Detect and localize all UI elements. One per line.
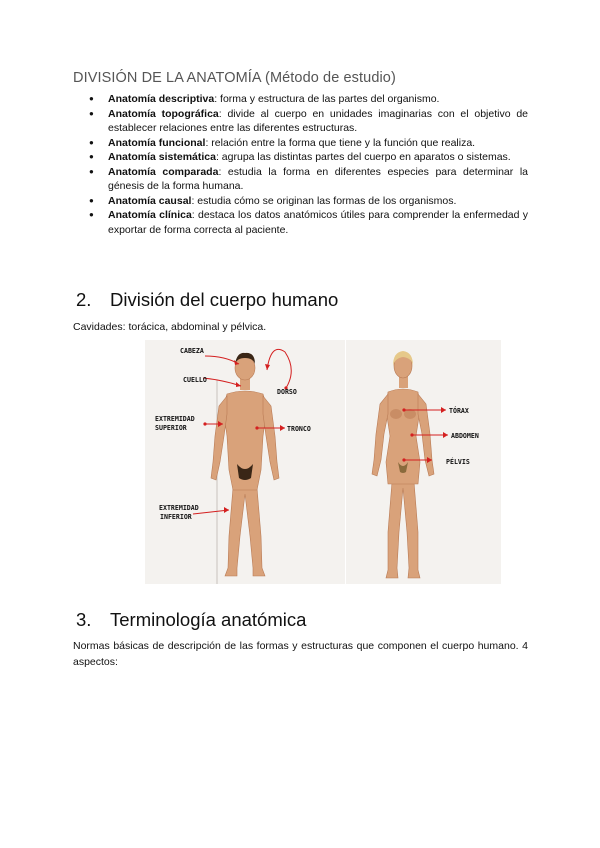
section-title-anatomy-division: DIVISIÓN DE LA ANATOMÍA (Método de estudio)	[73, 70, 396, 86]
list-item	[73, 150, 528, 165]
female-body-figure	[346, 340, 501, 584]
terminology-text: Normas básicas de descripción de las formas y estructuras que componen el cuerpo humano. 4 aspectos:	[73, 640, 528, 668]
label-torax: TÓRAX	[449, 407, 469, 415]
list-item	[73, 92, 528, 107]
heading-section-3	[73, 609, 306, 631]
label-pelvis: PÉLVIS	[446, 458, 470, 466]
list-item-term: Anatomía descriptiva	[108, 93, 215, 105]
list-item-term: Anatomía causal	[108, 194, 192, 207]
heading-number: 2.	[76, 289, 92, 310]
male-body-figure	[145, 340, 345, 584]
label-cuello: CUELLO	[183, 376, 207, 384]
list-item-text: : forma y estructura de las partes del organismo.	[214, 93, 440, 105]
label-extremidad-superior-1: EXTREMIDAD	[155, 415, 195, 423]
heading-text: División del cuerpo humano	[110, 289, 339, 310]
label-abdomen: ABDOMEN	[451, 432, 479, 440]
list-item-text: : relación entre la forma que tiene y la función que realiza.	[205, 136, 476, 149]
label-extremidad-inferior-1: EXTREMIDAD	[159, 504, 199, 512]
list-item	[73, 208, 528, 237]
list-item-text: : destaca los datos anatómicos útiles para comprender la enfermedad y exportar de forma correcta al paciente.	[108, 209, 528, 236]
label-dorso: DORSO	[277, 388, 297, 396]
heading-section-2	[73, 289, 338, 311]
list-item	[73, 136, 528, 151]
heading-number: 3.	[76, 609, 92, 630]
label-cabeza: CABEZA	[180, 347, 204, 355]
list-item	[73, 107, 528, 136]
anatomy-types-list	[73, 92, 528, 237]
list-item-text: : estudia cómo se originan las formas de los organismos.	[191, 194, 457, 207]
list-item-term: Anatomía topográfica	[108, 107, 219, 120]
list-item-term: Anatomía clínica	[108, 209, 192, 221]
list-item-text: : divide al cuerpo en unidades imaginarias con el objetivo de establecer relaciones entre las diferentes estructuras.	[108, 107, 528, 134]
heading-text: Terminología anatómica	[110, 609, 307, 630]
label-tronco: TRONCO	[287, 425, 311, 433]
list-item-text: : estudia la forma en diferentes especies para determinar la génesis de la forma humana.	[108, 165, 528, 192]
label-extremidad-inferior-2: INFERIOR	[160, 513, 192, 521]
list-item-term: Anatomía funcional	[108, 136, 206, 149]
list-item-text: : agrupa las distintas partes del cuerpo en aparatos o sistemas.	[215, 151, 511, 163]
list-item-term: Anatomía comparada	[108, 165, 219, 178]
cavities-text: Cavidades: torácica, abdominal y pélvica.	[73, 321, 267, 333]
list-item-term: Anatomía sistemática	[108, 151, 216, 163]
label-extremidad-superior-2: SUPERIOR	[155, 424, 187, 432]
list-item	[73, 194, 528, 209]
list-item	[73, 165, 528, 194]
